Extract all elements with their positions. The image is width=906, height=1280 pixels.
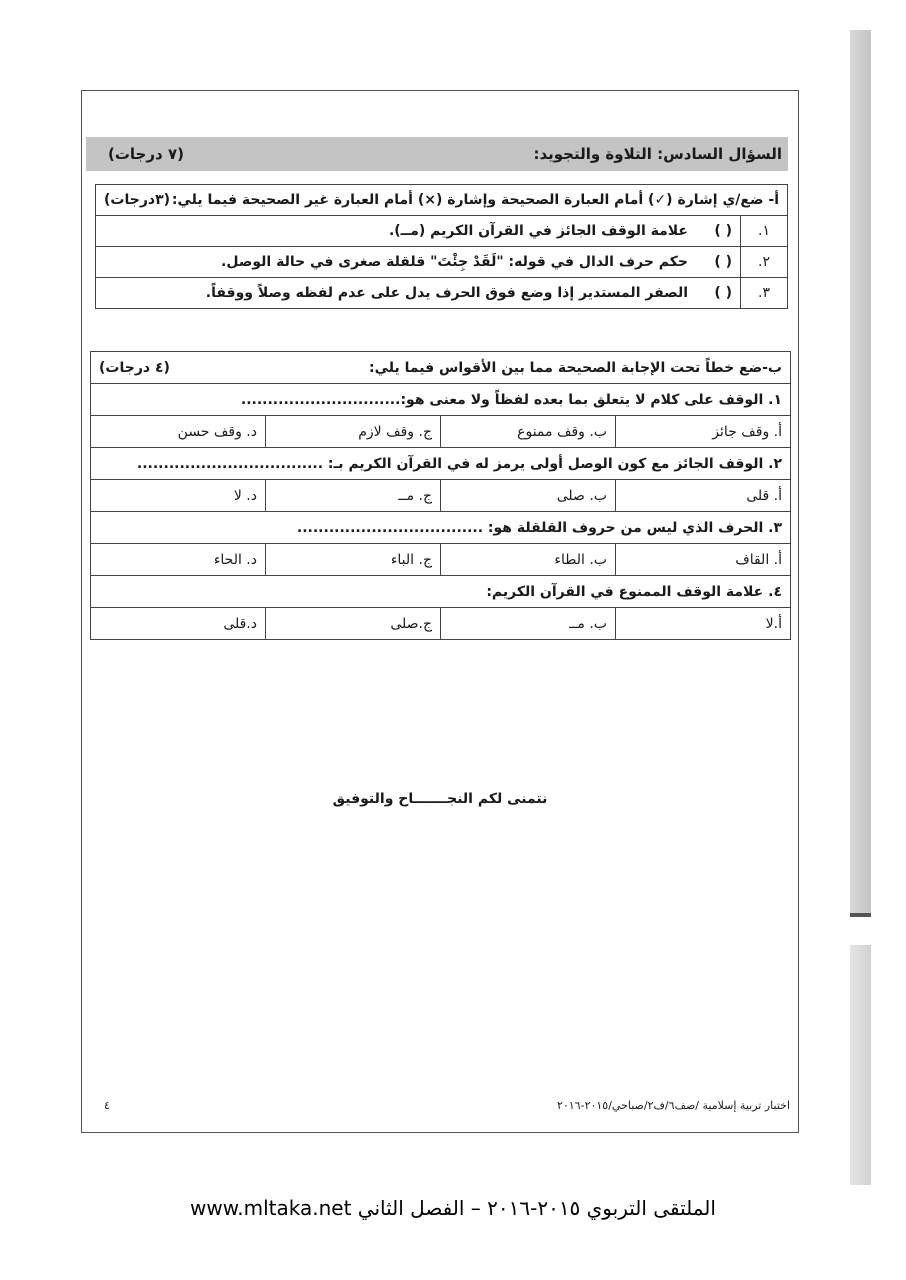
question-row [91,448,791,480]
exam-footer-note: اختبار تربية إسلامية /صف٦/ف٢/صباحي/٢٠١٥-٢٠١٦ [556,1099,790,1112]
option-a[interactable]: أ. وقف جائز [616,416,791,448]
scan-edge-top [850,30,871,916]
answer-blank[interactable]: ( ) [714,285,732,301]
options-row [91,544,791,576]
part-b-instruction: ب-ضع خطاً تحت الإجابة الصحيحة مما بين الأقواس فيما يلي: [369,359,782,376]
statement-text: حكم حرف الدال في قوله: "لَقَدْ جِئْتَ" قلقلة صغرى في حالة الوصل. [221,254,688,270]
option-b[interactable]: ب. الطاء [441,544,616,576]
scan-edge-line [850,913,871,917]
part-a-row [96,216,788,247]
part-b-header-row [91,352,791,384]
part-b-table [90,351,791,640]
statement-text: علامة الوقف الجائز في القرآن الكريم (مــ). [388,223,688,239]
part-b-marks: (٤ درجات) [99,359,170,376]
part-a-header-row [96,185,788,216]
question-row [91,512,791,544]
question-text: ٢. الوقف الجائز مع كون الوصل أولى يرمز له في القرآن الكريم بـ: ................................... [91,448,791,480]
statement-text: الصفر المستدير إذا وضع فوق الحرف يدل على عدم لفظه وصلاً ووقفاً. [205,285,688,301]
part-a-table [95,184,788,309]
part-a-instruction: أ- ضع/ي إشارة (✓) أمام العبارة الصحيحة وإشارة (×) أمام العبارة غير الصحيحة فيما يلي: [171,192,779,208]
part-a-row [96,247,788,278]
question-row [91,576,791,608]
option-d[interactable]: د. وقف حسن [91,416,266,448]
part-a-row [96,278,788,309]
item-number: ١. [741,216,788,247]
question-text: ٤. علامة الوقف الممنوع في القرآن الكريم: [91,576,791,608]
option-d[interactable]: د. الحاء [91,544,266,576]
page-number: ٤ [104,1099,110,1112]
option-c[interactable]: ج. الباء [266,544,441,576]
options-row [91,416,791,448]
site-footer: الملتقى التربوي ٢٠١٥-٢٠١٦ – الفصل الثاني www.mltaka.net [190,1196,716,1220]
question-text: ١. الوقف على كلام لا يتعلق بما بعده لفظاً ولا معنى هو:.............................. [91,384,791,416]
answer-blank[interactable]: ( ) [714,254,732,270]
option-c[interactable]: ج. وقف لازم [266,416,441,448]
exam-page [81,90,799,1133]
option-a[interactable]: أ. القاف [616,544,791,576]
option-a[interactable]: أ. قلى [616,480,791,512]
options-row [91,608,791,640]
option-b[interactable]: ب. صلى [441,480,616,512]
option-c[interactable]: ج. مــ [266,480,441,512]
item-number: ٣. [741,278,788,309]
option-d[interactable]: د. لا [91,480,266,512]
item-number: ٢. [741,247,788,278]
option-b[interactable]: ب. مــ [441,608,616,640]
option-b[interactable]: ب. وقف ممنوع [441,416,616,448]
options-row [91,480,791,512]
section-title: السؤال السادس: التلاوة والتجويد: [533,145,782,163]
option-a[interactable]: أ.لا [616,608,791,640]
part-a-marks: (٣درجات) [104,192,171,208]
question-row [91,384,791,416]
option-c[interactable]: ج.صلى [266,608,441,640]
option-d[interactable]: د.قلى [91,608,266,640]
section-header [86,137,788,171]
section-marks: (٧ درجات) [108,145,184,163]
closing-wish: نتمنى لكم النجـــــــاح والتوفيق [332,791,548,807]
scan-edge-bottom [850,945,871,1185]
answer-blank[interactable]: ( ) [714,223,732,239]
question-text: ٣. الحرف الذي ليس من حروف القلقلة هو: ................................... [91,512,791,544]
